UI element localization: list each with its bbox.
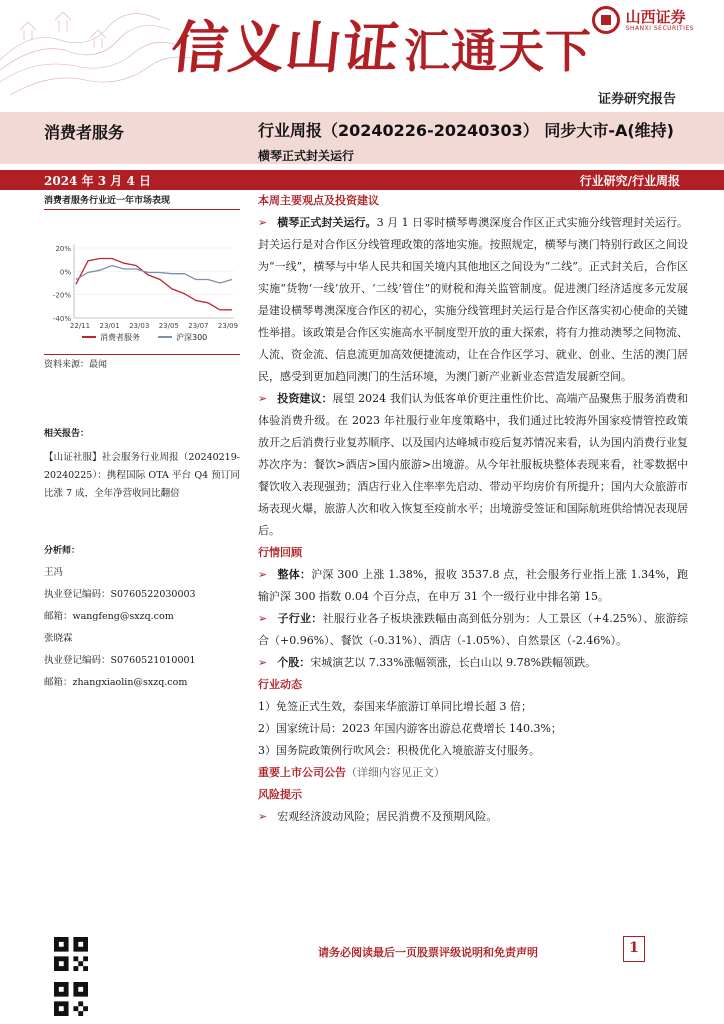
bullet-arrow-icon: ➢ (258, 810, 268, 823)
body-text: 沪深 300 上涨 1.38%，报收 3537.8 点，社会服务行业指上涨 1.34%，跑输沪深 300 指数 0.04 个百分点，在申万 31 个一级行业中排名第 15。 (258, 568, 689, 603)
paragraph-hengqin (258, 212, 688, 388)
logo-icon (592, 6, 620, 34)
report-category: 行业研究/行业周报 (579, 174, 680, 188)
announcements-title: 重要上市公司公告 (258, 766, 346, 779)
analyst-cert: 执业登记编码：S0760522030003 (44, 589, 196, 600)
qr-code-icon[interactable] (54, 982, 88, 1016)
bullet-arrow-icon: ➢ (258, 392, 268, 405)
analyst-email[interactable]: 邮箱：wangfeng@sxzq.com (44, 611, 174, 622)
left-column (44, 190, 240, 694)
related-reports-heading: 相关报告： (44, 429, 90, 439)
sector-name: 消费者服务 (44, 123, 125, 142)
y-tick-label: -20% (52, 291, 71, 300)
page-number: 1 (623, 936, 645, 962)
header-banner (0, 0, 724, 112)
x-tick-label: 23/05 (158, 322, 179, 330)
x-tick-label: 23/07 (188, 322, 209, 330)
analyst-email[interactable]: 邮箱：zhangxiaolin@sxzq.com (44, 677, 188, 688)
section-heading-views: 本周主要观点及投资建议 (258, 194, 379, 207)
paragraph-stocks (258, 652, 688, 674)
lead-text: 整体： (277, 568, 312, 581)
paragraph-subsector (258, 608, 688, 652)
bullet-arrow-icon: ➢ (258, 568, 268, 581)
lead-text: 个股： (277, 656, 311, 669)
related-report-item[interactable]: 【山证社服】社会服务行业周报（20240219-20240225）：携程国际 OTA 平台 Q4 预订同比涨 7 成，全年净营收同比翻倍 (44, 452, 240, 499)
bullet-arrow-icon: ➢ (258, 612, 268, 625)
body-text: 宋城演艺以 7.33%涨幅领涨，长白山以 9.78%跌幅领跌。 (310, 656, 597, 669)
news-item: 1）免签正式生效，泰国来华旅游订单同比增长超 3 倍； (258, 700, 532, 713)
analyst-name: 张晓霖 (44, 633, 73, 644)
section-heading-announcements (258, 762, 688, 784)
right-column (258, 190, 688, 828)
paragraph-overall (258, 564, 688, 608)
x-tick-label: 23/01 (99, 322, 120, 330)
x-tick-label: 23/09 (217, 322, 239, 330)
report-date: 2024 年 3 月 4 日 (44, 174, 151, 188)
slogan-part2: 汇通天下 (404, 24, 592, 78)
section-heading-market: 行情回顾 (258, 546, 302, 559)
brand-logo (592, 6, 694, 34)
disclaimer-note: 请务必阅读最后一页股票评级说明和免责声明 (318, 946, 538, 959)
company-slogan (168, 4, 592, 84)
chart-source: 资料来源：最闻 (44, 354, 240, 370)
paragraph-investment (258, 388, 688, 542)
report-type: 证券研究报告 (597, 92, 676, 107)
performance-chart (44, 210, 240, 350)
x-tick-label: 23/03 (129, 322, 150, 330)
announcements-note: （详细内容见正文） (346, 766, 445, 779)
y-tick-label: -40% (52, 315, 71, 323)
section-heading-news: 行业动态 (258, 678, 302, 691)
body-text: 3 月 1 日零时横琴粤澳深度合作区正式实施分线管理封关运行。封关运行是对合作区分线管理政策的落地实施。按照规定，横琴与澳门特别行政区之间设为“一线”，横琴与中华人民共和国关境内其他地区之间设为“二线”。正式封关后，合作区实施“货物‘一线’放开、‘二线’管住”的财税和海关监管制度。促进澳门经济适度多元发展是建设横琴粤澳深度合作区的初心，实施分线管理封关运行是合作区落实初心使命的关键性举措。该政策是合作区实施高水平制度型开放的重大探索，将有力推动澳琴之间物流、人流、资金流、信息流更加高效便捷流动，让在合作区学习、就业、创业、生活的澳门居民，感受到更加趋同澳门的生活环境，为澳门新产业新业态营造发展新空间。 (258, 216, 688, 383)
news-item: 2）国家统计局：2023 年国内游客出游总花费增长 140.3%； (258, 722, 562, 735)
bullet-arrow-icon: ➢ (258, 216, 268, 229)
series-line (76, 259, 232, 310)
chart-svg (44, 210, 240, 350)
lead-text: 横琴正式封关运行。 (277, 216, 377, 229)
lead-text: 子行业： (277, 612, 323, 625)
x-tick-label: 22/11 (69, 322, 91, 330)
date-bar (0, 170, 724, 190)
legend-label: 消费者服务 (100, 333, 140, 342)
series-line (76, 266, 232, 284)
analyst-heading: 分析师： (44, 546, 81, 556)
analyst-name: 王冯 (44, 567, 64, 578)
qr-code-icon[interactable] (54, 937, 88, 971)
slogan-part1: 信义山证 (168, 15, 404, 81)
title-band (0, 112, 724, 164)
bullet-arrow-icon: ➢ (258, 656, 268, 669)
news-item: 3）国务院政策例行吹风会：积极优化入境旅游支付服务。 (258, 744, 540, 757)
brand-en: SHANXI SECURITIES (625, 24, 694, 32)
y-tick-label: 0% (59, 268, 71, 277)
analyst-cert: 执业登记编码：S0760521010001 (44, 655, 196, 666)
paragraph-risk (258, 806, 688, 828)
body-text: 展望 2024 我们认为低客单价更注重性价比、高端产品聚焦于服务消费和体验消费升级。在 2023 年社服行业年度策略中，我们通过比较海外国家疫情管控政策放开之后消费行业复苏顺序、以及国内达峰城市疫后复苏情况来看，认为国内消费行业复苏次序为：餐饮>酒店>国内旅游>出境游。从今年社服板块整体表现来看，社零数据中餐饮收入表现强劲；酒店行业入住率率先启动、带动平均房价有所提升；国内大众旅游市场表现火爆，旅游人次和收入恢复至疫前水平；出境游受签证和国际航班供给情况表现居后。 (258, 392, 688, 537)
body-text: 社服行业各子板块涨跌幅由高到低分别为：人工景区（+4.25%）、旅游综合（+0.96%）、餐饮（-0.31%）、酒店（-1.05%）、自然景区（-2.46%）。 (258, 612, 688, 647)
brand-name: 山西证券 (625, 7, 686, 26)
section-heading-risk: 风险提示 (258, 788, 302, 801)
chart-title: 消费者服务行业近一年市场表现 (44, 190, 240, 210)
y-tick-label: 20% (55, 245, 71, 253)
lead-text: 投资建议： (277, 392, 333, 405)
body-text: 宏观经济波动风险；居民消费不及预期风险。 (277, 810, 498, 823)
legend-label: 沪深300 (176, 333, 208, 342)
report-title: 行业周报（20240226-20240303） 同步大市-A(维持) (258, 121, 674, 140)
report-subtitle: 横琴正式封关运行 (258, 149, 355, 163)
